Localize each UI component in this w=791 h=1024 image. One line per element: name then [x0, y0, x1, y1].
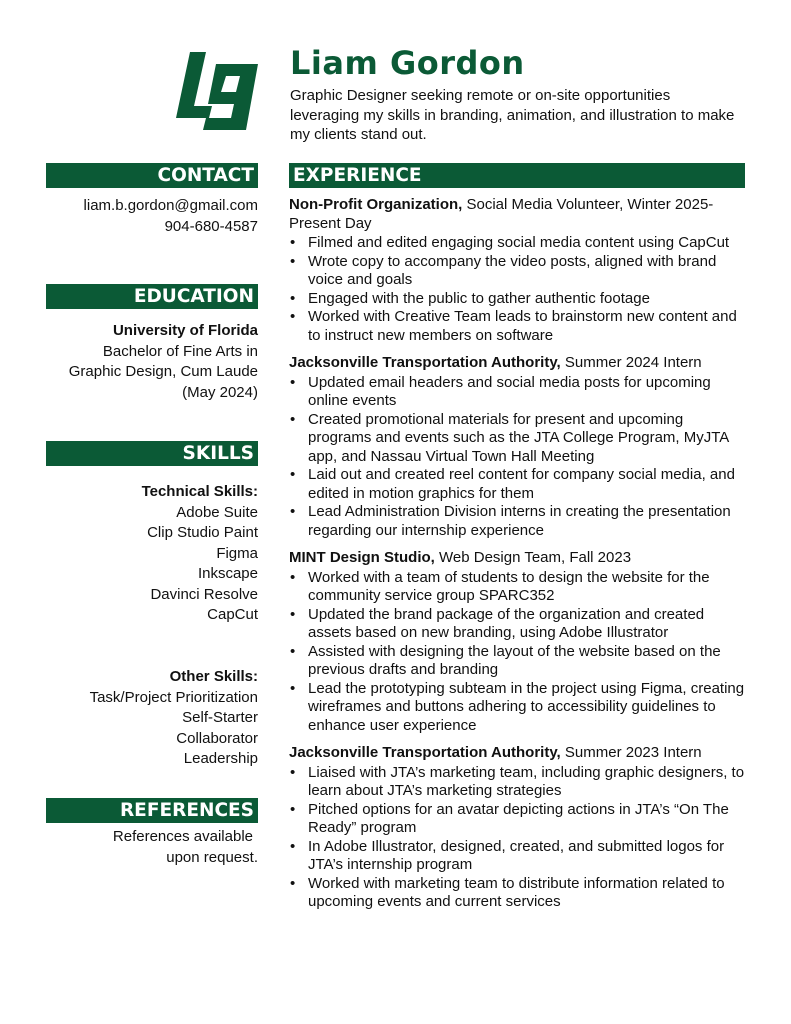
lg-monogram-logo-icon — [172, 50, 262, 134]
bullet-item: • Liaised with JTA’s marketing team, including graphic designers, to learn about JTA’s marketing strategies — [289, 764, 749, 801]
skill-item: Davinci Resolve — [150, 585, 258, 603]
skill-item: Adobe Suite — [176, 503, 258, 521]
other-skills — [40, 667, 258, 770]
other-skills-title: Other Skills: — [169, 668, 258, 685]
skill-item: Collaborator — [176, 729, 258, 747]
education-heading: EDUCATION — [46, 284, 258, 309]
bullet-item: • In Adobe Illustrator, designed, created, and submitted logos for JTA’s internship program — [289, 838, 749, 875]
references-heading: REFERENCES — [46, 798, 258, 823]
job-entry — [289, 354, 749, 540]
job-org: MINT Design Studio, — [289, 549, 435, 566]
job-detail: Web Design Team, Fall 2023 — [434, 549, 632, 566]
skill-item: Clip Studio Paint — [147, 524, 258, 541]
job-bullets — [289, 374, 749, 541]
skill-item: Task/Project Prioritization — [89, 688, 258, 706]
skill-item: Inkscape — [197, 565, 258, 582]
skills-heading: SKILLS — [46, 441, 258, 466]
bullet-item: • Worked with marketing team to distribute information related to upcoming events and current services — [289, 875, 749, 912]
skill-item: Leadership — [183, 750, 258, 767]
job-entry — [289, 196, 749, 345]
job-bullets — [289, 234, 749, 345]
references-line: upon request. — [166, 848, 258, 866]
job-detail: Summer 2023 Intern — [560, 744, 702, 761]
contact-email[interactable]: liam.b.gordon@gmail.com — [83, 197, 258, 214]
experience-section — [289, 196, 749, 921]
bullet-item: • Worked with Creative Team leads to brainstorm new content and to instruct new members on software — [289, 308, 749, 345]
job-bullets — [289, 569, 749, 736]
experience-heading: EXPERIENCE — [289, 163, 745, 188]
candidate-name: Liam Gordon — [290, 44, 525, 82]
education-school: University of Florida — [112, 322, 258, 339]
bullet-item: • Wrote copy to accompany the video posts, aligned with brand voice and goals — [289, 253, 749, 290]
job-org: Jacksonville Transportation Authority, — [289, 354, 561, 371]
skill-item: Figma — [216, 544, 258, 562]
job-org: Jacksonville Transportation Authority, — [289, 744, 561, 761]
references-line: References available — [112, 828, 253, 845]
job-org: Non-Profit Organization, — [289, 196, 463, 213]
bullet-item: • Engaged with the public to gather authentic footage — [289, 290, 749, 309]
job-entry — [289, 744, 749, 912]
tagline: Graphic Designer seeking remote or on-site opportunities leveraging my skills in branding, animation, and illustration to make my clients stand out. — [290, 87, 735, 143]
contact-section — [40, 196, 258, 237]
bullet-item: • Created promotional materials for present and upcoming programs and events such as the JTA College Program, MyJTA app, and Nassau Virtual Town Hall Meeting — [289, 411, 749, 467]
bullet-item: • Lead Administration Division interns in creating the presentation regarding our internship experience — [289, 503, 749, 540]
job-detail: Social Media Volunteer, Winter 2025-Present Day — [289, 196, 714, 232]
technical-skills — [40, 482, 258, 626]
bullet-item: • Worked with a team of students to design the website for the community service group SPARC352 — [289, 569, 749, 606]
education-line: Graphic Design, Cum Laude — [68, 363, 258, 380]
references-section — [40, 827, 258, 868]
job-detail: Summer 2024 Intern — [560, 354, 702, 371]
bullet-item: • Lead the prototyping subteam in the project using Figma, creating wireframes and buttons adhering to accessibility guidelines to enhance user experience — [289, 680, 749, 736]
bullet-item: • Pitched options for an avatar depicting actions in JTA’s “On The Ready” program — [289, 801, 749, 838]
education-line: Bachelor of Fine Arts in — [102, 342, 258, 360]
skill-item: CapCut — [207, 606, 258, 623]
technical-skills-title: Technical Skills: — [141, 483, 258, 500]
job-header — [289, 196, 749, 233]
bullet-item: • Laid out and created reel content for company social media, and edited in motion graphics for them — [289, 466, 749, 503]
education-section — [40, 321, 258, 403]
job-header — [289, 354, 749, 373]
job-entry — [289, 549, 749, 735]
contact-heading: CONTACT — [46, 163, 258, 188]
job-header — [289, 549, 749, 568]
bullet-item: • Updated email headers and social media posts for upcoming online events — [289, 374, 749, 411]
job-bullets — [289, 764, 749, 912]
contact-phone[interactable]: 904-680-4587 — [164, 217, 258, 235]
bullet-item: • Updated the brand package of the organization and created assets based on new branding, using Adobe Illustrator — [289, 606, 749, 643]
education-line: (May 2024) — [182, 383, 258, 401]
bullet-item: • Filmed and edited engaging social media content using CapCut — [289, 234, 749, 253]
bullet-item: • Assisted with designing the layout of the website based on the previous drafts and branding — [289, 643, 749, 680]
job-header — [289, 744, 749, 763]
skill-item: Self-Starter — [182, 709, 258, 726]
